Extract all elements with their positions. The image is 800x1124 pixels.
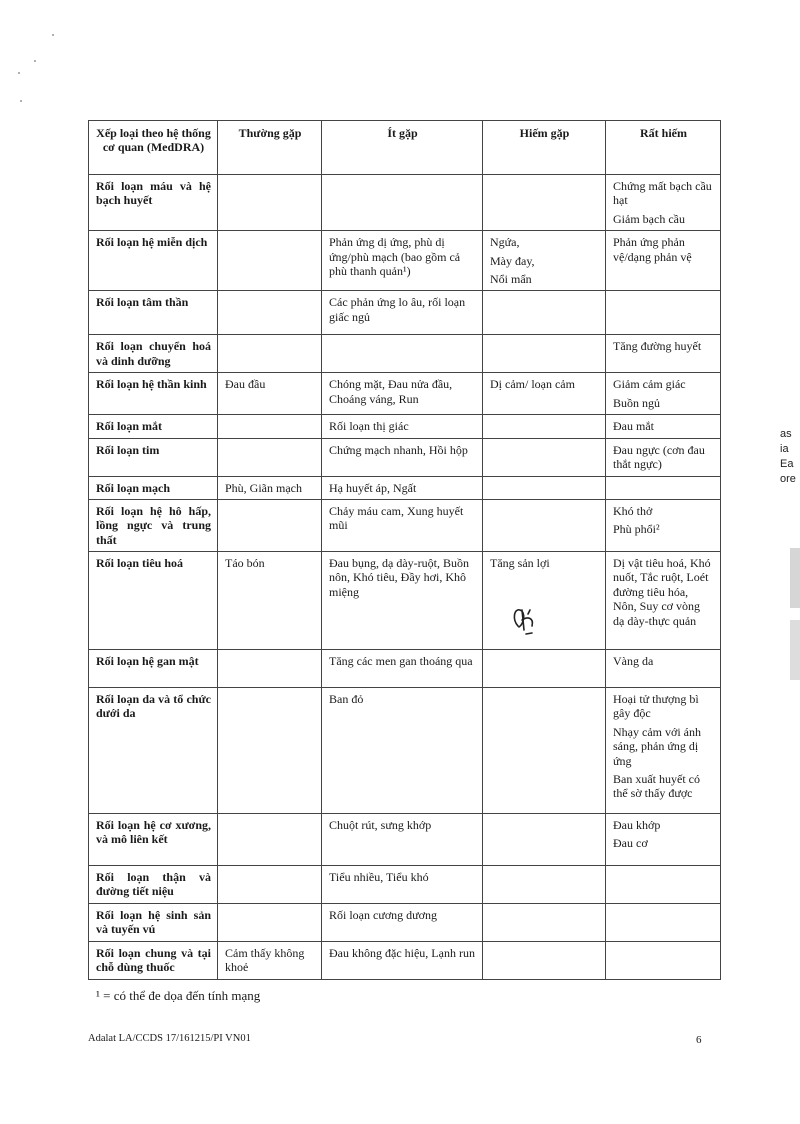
- cell-common: [218, 415, 322, 438]
- cell-common: [218, 438, 322, 476]
- cell-uncommon: [322, 903, 483, 941]
- adverse-reactions-table: [88, 120, 721, 980]
- cell-uncommon: [322, 373, 483, 415]
- cell-line: Dị cảm/ loạn cảm: [490, 377, 575, 392]
- cell-common: [218, 175, 322, 231]
- cell-very-rare: [606, 814, 721, 866]
- cell-line: Chuột rút, sưng khớp: [329, 818, 432, 833]
- cell-uncommon: [322, 231, 483, 291]
- table-body: [89, 175, 721, 980]
- cell-soc: Rối loạn tiêu hoá: [89, 552, 218, 650]
- cell-very-rare: [606, 650, 721, 688]
- cell-line: Rối loạn cương dương: [329, 907, 438, 922]
- table-row: [89, 476, 721, 499]
- cell-line: Phản ứng dị ứng, phù dị ứng/phù mạch (bao gồm cả phù thanh quản¹): [329, 235, 461, 278]
- cell-line: Dị vật tiêu hoá, Khó nuốt, Tắc ruột, Loét đường tiêu hóa, Nôn, Suy cơ vòng dạ dày-thực quản: [613, 556, 711, 628]
- header-rare: Hiếm gặp: [483, 121, 606, 175]
- cell-uncommon: [322, 552, 483, 650]
- table-row: [89, 650, 721, 688]
- cell-line: Buồn ngủ: [613, 395, 661, 410]
- cell-line: Ngứa,: [490, 235, 520, 250]
- cell-very-rare: [606, 415, 721, 438]
- cell-rare: [483, 814, 606, 866]
- cell-very-rare: [606, 335, 721, 373]
- cell-line: Giảm bạch cầu: [613, 211, 685, 226]
- scan-speck: [18, 72, 20, 74]
- cell-very-rare: [606, 941, 721, 979]
- table-row: [89, 903, 721, 941]
- edge-fragment: as: [780, 428, 792, 440]
- cell-uncommon: [322, 688, 483, 814]
- cell-soc: Rối loạn hệ gan mật: [89, 650, 218, 688]
- cell-soc: Rối loạn tâm thần: [89, 291, 218, 335]
- cell-line: Đau cơ: [613, 836, 648, 851]
- cell-very-rare: [606, 688, 721, 814]
- cell-rare: [483, 373, 606, 415]
- cell-soc: Rối loạn chung và tại chỗ dùng thuốc: [89, 941, 218, 979]
- cell-common: [218, 650, 322, 688]
- cell-very-rare: [606, 373, 721, 415]
- table-row: [89, 415, 721, 438]
- cell-uncommon: [322, 866, 483, 904]
- table-header-row: [89, 121, 721, 175]
- cell-soc: Rối loạn hệ thần kinh: [89, 373, 218, 415]
- handwritten-initials: [508, 600, 548, 640]
- cell-rare: [483, 175, 606, 231]
- edge-fragment: ia: [780, 443, 789, 455]
- cell-uncommon: [322, 175, 483, 231]
- scan-speck: [20, 100, 22, 102]
- cell-line: Phù phổi²: [613, 522, 660, 537]
- cell-line: Các phản ứng lo âu, rối loạn giấc ngủ: [329, 295, 466, 324]
- cell-line: Chảy máu cam, Xung huyết mũi: [329, 503, 464, 533]
- cell-line: Tăng đường huyết: [613, 339, 702, 354]
- table-row: [89, 814, 721, 866]
- cell-common: [218, 476, 322, 499]
- cell-line: Giảm cảm giác: [613, 377, 686, 392]
- cell-soc: Rối loạn mắt: [89, 415, 218, 438]
- cell-soc: Rối loạn chuyển hoá và dinh dưỡng: [89, 335, 218, 373]
- cell-very-rare: [606, 499, 721, 551]
- cell-common: [218, 903, 322, 941]
- table-row: [89, 291, 721, 335]
- cell-very-rare: [606, 903, 721, 941]
- cell-line: Táo bón: [225, 556, 265, 571]
- cell-rare: [483, 335, 606, 373]
- cell-line: Đau đầu: [225, 377, 266, 392]
- header-soc: Xếp loại theo hệ thống cơ quan (MedDRA): [89, 121, 218, 175]
- cell-line: Tiểu nhiều, Tiểu khó: [329, 870, 429, 885]
- cell-common: [218, 552, 322, 650]
- cell-uncommon: [322, 650, 483, 688]
- header-common: Thường gặp: [218, 121, 322, 175]
- table-row: [89, 552, 721, 650]
- table-row: [89, 941, 721, 979]
- cell-soc: Rối loạn hệ cơ xương, và mô liên kết: [89, 814, 218, 866]
- cell-rare: [483, 476, 606, 499]
- cell-line: Đau không đặc hiệu, Lạnh run: [329, 945, 475, 960]
- header-very-rare: Rất hiếm: [606, 121, 721, 175]
- page-number: 6: [696, 1034, 702, 1046]
- cell-line: Vàng da: [613, 654, 654, 669]
- cell-rare: [483, 415, 606, 438]
- edge-scan-mark: [790, 620, 800, 680]
- cell-line: Đau khớp: [613, 818, 661, 833]
- cell-common: [218, 373, 322, 415]
- cell-rare: [483, 866, 606, 904]
- document-code: Adalat LA/CCDS 17/161215/PI VN01: [88, 1033, 251, 1044]
- cell-uncommon: [322, 438, 483, 476]
- cell-line: Đau mắt: [613, 419, 654, 434]
- scan-speck: [34, 60, 36, 62]
- cell-line: Hoại tử thượng bì gây độc: [613, 692, 699, 721]
- cell-uncommon: [322, 941, 483, 979]
- header-uncommon: Ít gặp: [322, 121, 483, 175]
- edge-scan-mark: [790, 548, 800, 608]
- cell-common: [218, 335, 322, 373]
- table-row: [89, 438, 721, 476]
- cell-common: [218, 941, 322, 979]
- table-row: [89, 175, 721, 231]
- cell-soc: Rối loạn thận và đường tiết niệu: [89, 866, 218, 904]
- cell-soc: Rối loạn mạch: [89, 476, 218, 499]
- table-row: [89, 335, 721, 373]
- cell-uncommon: [322, 476, 483, 499]
- cell-rare: [483, 438, 606, 476]
- table-row: [89, 373, 721, 415]
- table-row: [89, 688, 721, 814]
- cell-line: Chóng mặt, Đau nửa đầu, Choáng váng, Run: [329, 377, 453, 406]
- cell-line: Chứng mất bạch cầu hạt: [613, 179, 712, 208]
- cell-very-rare: [606, 476, 721, 499]
- cell-common: [218, 814, 322, 866]
- table-row: [89, 499, 721, 551]
- cell-line: Đau bụng, dạ dày-ruột, Buồn nôn, Khó tiêu, Đầy hơi, Khô miệng: [329, 556, 469, 599]
- cell-rare: [483, 231, 606, 291]
- cell-very-rare: [606, 552, 721, 650]
- cell-uncommon: [322, 814, 483, 866]
- cell-rare: [483, 291, 606, 335]
- cell-very-rare: [606, 175, 721, 231]
- cell-soc: Rối loạn hệ hô hấp, lồng ngực và trung thất: [89, 499, 218, 551]
- cell-very-rare: [606, 291, 721, 335]
- cell-uncommon: [322, 291, 483, 335]
- cell-line: Đau ngực (cơn đau thắt ngực): [613, 442, 705, 471]
- cell-line: Phản ứng phản vệ/dạng phản vệ: [613, 235, 692, 264]
- cell-very-rare: [606, 231, 721, 291]
- cell-line: Khó thở: [613, 503, 653, 518]
- cell-uncommon: [322, 335, 483, 373]
- edge-fragment: ore: [780, 473, 796, 485]
- cell-line: Rối loạn thị giác: [329, 419, 409, 434]
- cell-soc: Rối loạn da và tổ chức dưới da: [89, 688, 218, 814]
- footnote: ¹ = có thể đe dọa đến tính mạng: [96, 988, 261, 1003]
- cell-soc: Rối loạn máu và hệ bạch huyết: [89, 175, 218, 231]
- cell-soc: Rối loạn hệ miễn dịch: [89, 231, 218, 291]
- cell-line: Tăng các men gan thoáng qua: [329, 654, 473, 669]
- cell-line: Tăng sản lợi: [490, 556, 550, 571]
- cell-line: Cảm thấy không khoẻ: [225, 945, 305, 975]
- cell-common: [218, 866, 322, 904]
- cell-soc: Rối loạn hệ sinh sản và tuyến vú: [89, 903, 218, 941]
- cell-rare: [483, 499, 606, 551]
- cell-rare: [483, 941, 606, 979]
- cell-very-rare: [606, 438, 721, 476]
- cell-rare: [483, 688, 606, 814]
- cell-uncommon: [322, 499, 483, 551]
- table-row: [89, 231, 721, 291]
- table-row: [89, 866, 721, 904]
- cell-rare: [483, 903, 606, 941]
- cell-uncommon: [322, 415, 483, 438]
- cell-line: Ban xuất huyết có thể sờ thấy được: [613, 772, 700, 801]
- cell-common: [218, 231, 322, 291]
- cell-common: [218, 291, 322, 335]
- cell-line: Nhạy cảm với ánh sáng, phản ứng dị ứng: [613, 724, 701, 768]
- cell-line: Ban đỏ: [329, 692, 364, 707]
- cell-line: Hạ huyết áp, Ngất: [329, 480, 417, 495]
- scan-speck: [52, 34, 54, 36]
- cell-rare: [483, 650, 606, 688]
- cell-line: Mày đay,: [490, 253, 535, 268]
- edge-fragment: Ea: [780, 458, 794, 470]
- cell-common: [218, 499, 322, 551]
- cell-line: Phù, Giãn mạch: [225, 480, 302, 495]
- cell-very-rare: [606, 866, 721, 904]
- cell-line: Nổi mẩn: [490, 271, 532, 286]
- cell-common: [218, 688, 322, 814]
- cell-soc: Rối loạn tim: [89, 438, 218, 476]
- cell-line: Chứng mạch nhanh, Hồi hộp: [329, 442, 468, 457]
